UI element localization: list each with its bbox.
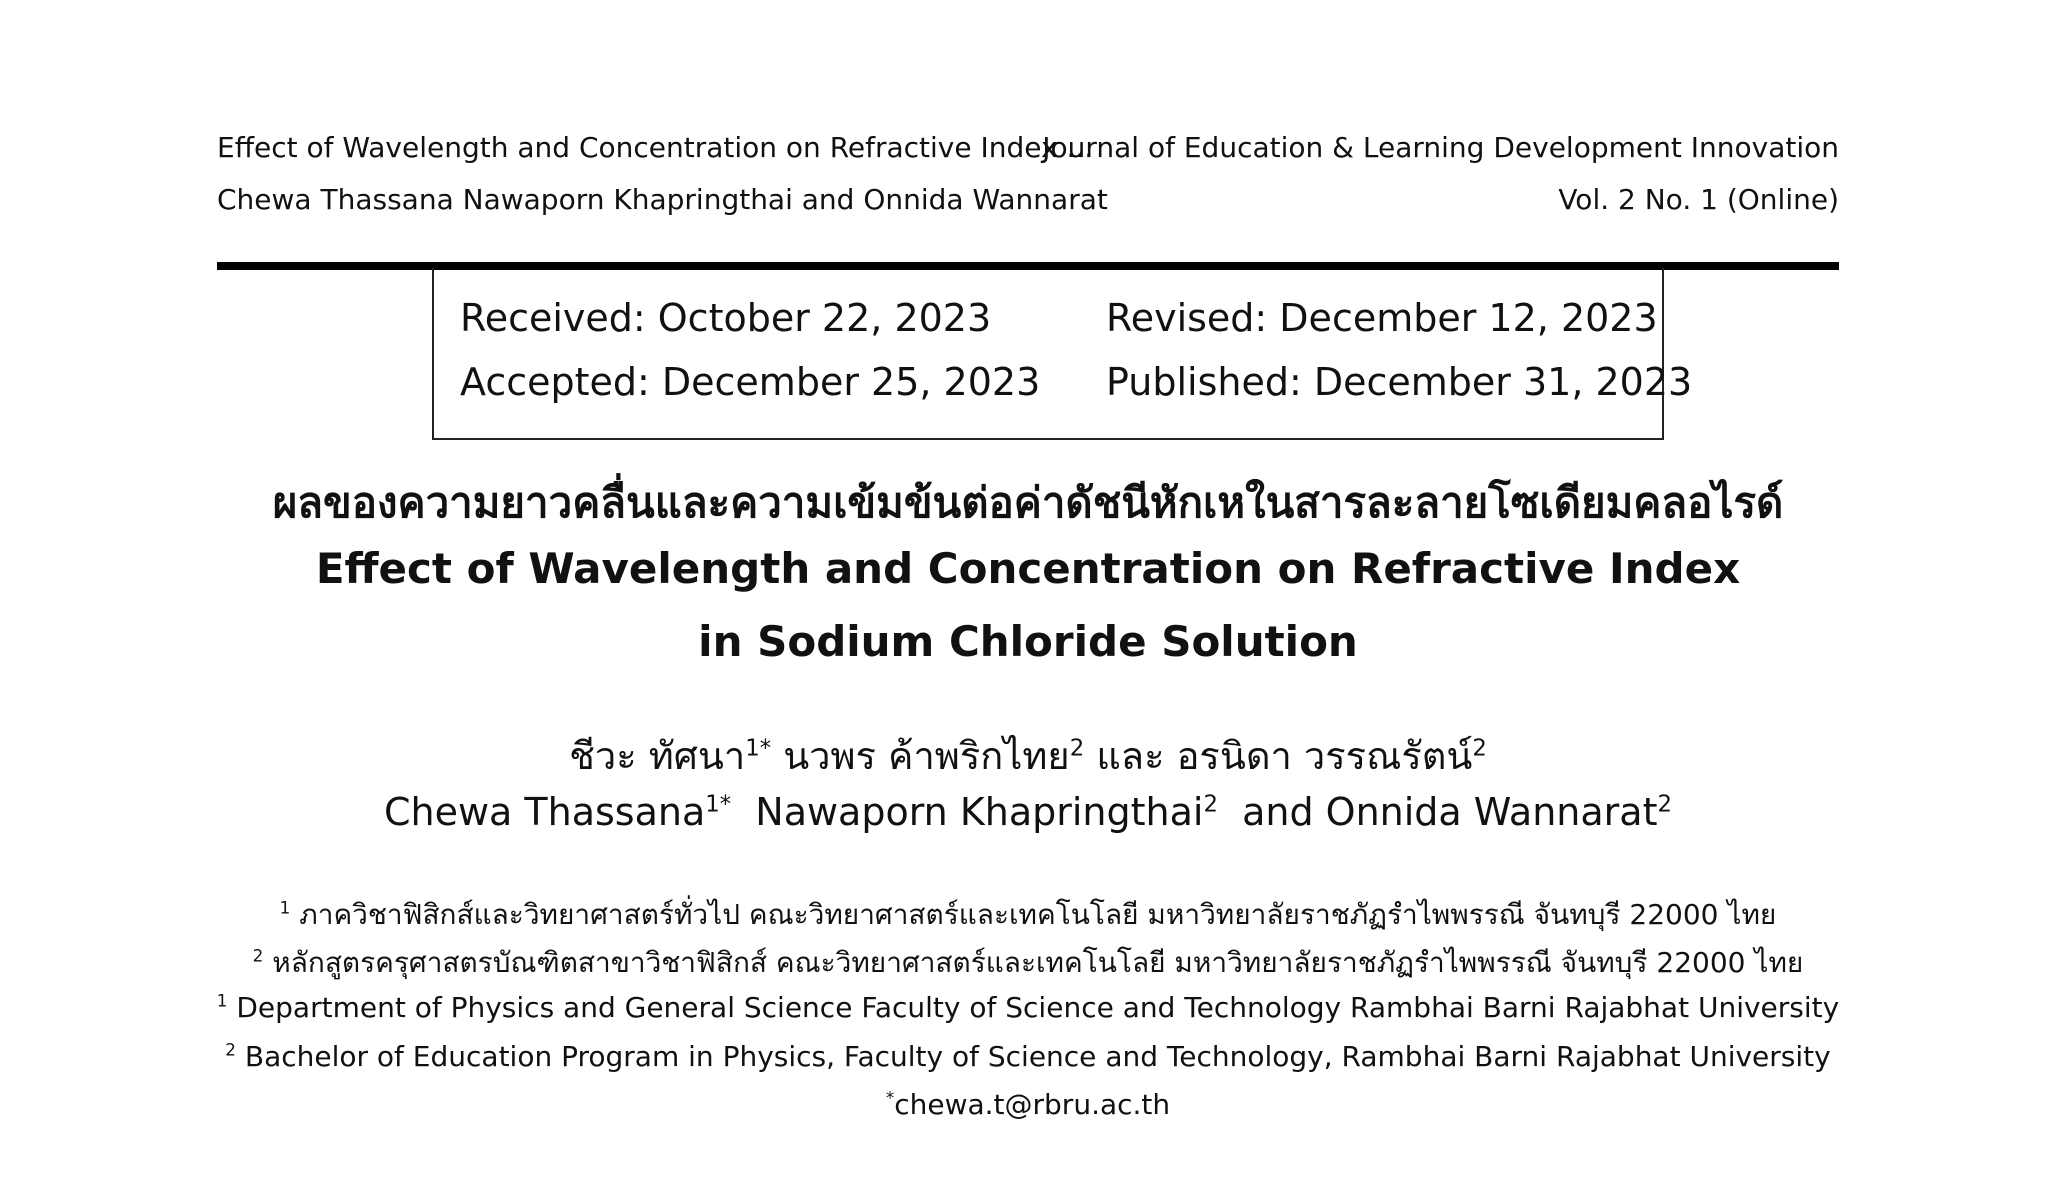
author-name: นวพร ค้าพริกไทย — [783, 734, 1070, 778]
author-list-thai — [0, 725, 2056, 786]
author-list-english — [0, 790, 2056, 834]
affiliation-thai-1 — [0, 893, 2056, 937]
running-header-title: Effect of Wavelength and Concentration on Refractive Index ... — [217, 131, 1094, 164]
affiliation-text: Department of Physics and General Science Faculty of Science and Technology Rambhai Barni Rajabhat University — [236, 991, 1840, 1024]
running-header-right — [1042, 122, 1839, 226]
affiliation-superscript: 2 — [252, 945, 264, 966]
author-superscript: 2 — [1203, 791, 1218, 818]
received-date: Received: October 22, 2023 — [460, 296, 992, 340]
email-superscript: * — [885, 1087, 895, 1108]
author-name: อรนิดา วรรณรัตน์ — [1176, 734, 1473, 778]
affiliation-superscript: 1 — [216, 990, 228, 1011]
author-name: Chewa Thassana — [383, 790, 706, 834]
author-superscript: 2 — [1472, 735, 1487, 762]
author-connector: and — [1242, 790, 1314, 834]
affiliation-superscript: 2 — [225, 1039, 236, 1060]
running-header-authors: Chewa Thassana Nawaporn Khapringthai and Onnida Wannarat — [217, 183, 1108, 216]
affiliation-english-2 — [0, 1040, 2056, 1073]
corresponding-email — [0, 1088, 2056, 1121]
author-superscript: 2 — [1069, 735, 1085, 762]
author-superscript: 1* — [705, 791, 732, 818]
email-address: chewa.t@rbru.ac.th — [894, 1088, 1171, 1121]
published-date: Published: December 31, 2023 — [1106, 360, 1693, 404]
author-superscript: 1* — [745, 735, 772, 762]
revised-date: Revised: December 12, 2023 — [1106, 296, 1658, 340]
author-connector: และ — [1096, 734, 1165, 778]
author-superscript: 2 — [1657, 791, 1673, 818]
accepted-date: Accepted: December 25, 2023 — [460, 360, 1041, 404]
author-name: Onnida Wannarat — [1325, 790, 1658, 834]
affiliation-english-1 — [0, 991, 2056, 1024]
author-name: Nawaporn Khapringthai — [755, 790, 1204, 834]
journal-name: Journal of Education & Learning Development Innovation — [1042, 131, 1839, 164]
affiliation-thai-2 — [0, 941, 2056, 985]
affiliation-text: หลักสูตรครุศาสตรบัณฑิตสาขาวิชาฟิสิกส์ คณะวิทยาศาสตร์และเทคโนโลยี มหาวิทยาลัยราชภัฏรำไพพรรณี จันทบุรี 22000 ไทย — [272, 946, 1804, 979]
affiliation-text: ภาควิชาฟิสิกส์และวิทยาศาสตร์ทั่วไป คณะวิทยาศาสตร์และเทคโนโลยี มหาวิทยาลัยราชภัฏรำไพพรรณี จันทบุรี 22000 ไทย — [299, 898, 1777, 931]
paper-title-english-line1: Effect of Wavelength and Concentration on Refractive Index — [315, 544, 1741, 593]
publication-dates-box — [432, 268, 1693, 440]
paper-title-thai: ผลของความยาวคลื่นและความเข้มข้นต่อค่าดัชนีหักเหในสารละลายโซเดียมคลอไรด์ — [272, 478, 1784, 527]
running-header-left — [217, 122, 1108, 226]
journal-volume: Vol. 2 No. 1 (Online) — [1558, 183, 1839, 216]
affiliation-text: Bachelor of Education Program in Physics, Faculty of Science and Technology, Rambhai Barni Rajabhat University — [244, 1040, 1831, 1073]
author-name: ชีวะ ทัศนา — [569, 734, 746, 778]
affiliation-superscript: 1 — [279, 897, 291, 918]
paper-title-english-line2: in Sodium Chloride Solution — [698, 617, 1358, 666]
